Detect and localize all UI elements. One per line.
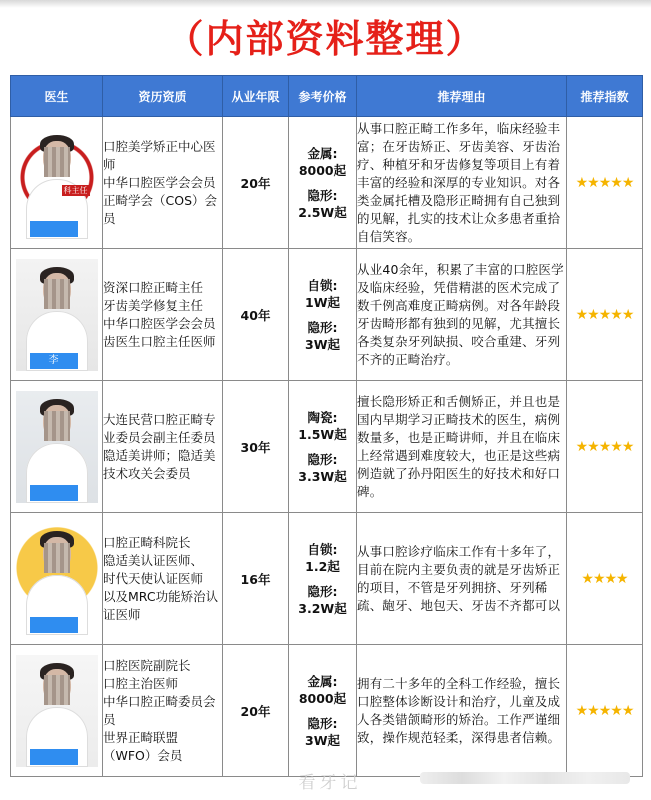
years-cell: 30年 xyxy=(223,381,289,513)
star-rating-icon: ★★★★★ xyxy=(575,438,634,455)
doctor-name xyxy=(30,749,78,765)
credential-line: 以及MRC功能矫治认证医师 xyxy=(103,588,219,622)
doctor-name xyxy=(30,485,78,501)
years-cell: 16年 xyxy=(223,513,289,645)
price-value: 3.3W起 xyxy=(298,468,347,484)
price-value: 8000起 xyxy=(298,162,347,178)
credential-line: 隐适美认证医师、 xyxy=(103,552,204,568)
price-item xyxy=(289,451,356,485)
price-item xyxy=(289,583,356,617)
header-rating: 推荐指数 xyxy=(567,76,643,117)
photo-badge: 科主任 xyxy=(63,185,88,195)
doctor-photo-cell xyxy=(11,645,103,777)
header-reason: 推荐理由 xyxy=(357,76,567,117)
credential-line: 大连民营口腔正畸专业委员会副主任委员 xyxy=(103,411,216,445)
price-cell xyxy=(289,381,357,513)
star-rating-icon: ★★★★★ xyxy=(575,306,634,323)
header-price: 参考价格 xyxy=(289,76,357,117)
credential-line: 中华口腔医学会会员 xyxy=(103,174,216,190)
price-label: 隐形: xyxy=(307,715,338,731)
star-rating-icon: ★★★★ xyxy=(581,570,628,587)
blurred-face xyxy=(44,675,70,705)
page-title: （内部资料整理） xyxy=(165,17,486,61)
price-item xyxy=(289,319,356,353)
price-label: 陶瓷: xyxy=(307,409,338,425)
credential-line: 正畸学会（COS）会员 xyxy=(103,192,218,226)
header-doctor: 医生 xyxy=(11,76,103,117)
price-value: 1.2起 xyxy=(305,558,340,574)
doctor-name xyxy=(30,617,78,633)
price-cell xyxy=(289,513,357,645)
years-cell: 40年 xyxy=(223,249,289,381)
credential-line: 时代天使认证医师 xyxy=(103,570,204,586)
table-header-row xyxy=(11,76,643,117)
price-value: 8000起 xyxy=(298,690,347,706)
rating-cell xyxy=(567,117,643,249)
credential-line: 隐适美讲师；隐适美技术攻关会委员 xyxy=(103,447,216,481)
price-label: 自锁: xyxy=(307,541,338,557)
doctor-photo xyxy=(16,259,98,371)
price-cell xyxy=(289,645,357,777)
doctor-name: 李 xyxy=(30,353,78,369)
rating-cell xyxy=(567,513,643,645)
years-cell: 20年 xyxy=(223,645,289,777)
credential-line: 口腔正畸科院长 xyxy=(103,534,191,550)
star-rating-icon: ★★★★★ xyxy=(575,174,634,191)
price-item xyxy=(289,673,356,707)
reason-cell: 从业40余年，积累了丰富的口腔医学及临床经验，凭借精湛的医术完成了数千例高难度正畸病例。对各年龄段牙齿畸形都有独到的见解，尤其擅长各类复杂牙列缺损、咬合重建、牙列不齐的正畸治疗。 xyxy=(357,249,567,381)
price-label: 金属: xyxy=(307,145,338,161)
blurred-caption xyxy=(420,772,630,784)
rating-cell xyxy=(567,249,643,381)
blurred-face xyxy=(44,543,70,573)
credentials-cell xyxy=(103,249,223,381)
price-item xyxy=(289,187,356,221)
price-value: 3.2W起 xyxy=(298,600,347,616)
doctor-photo xyxy=(16,127,98,239)
header-credentials: 资历资质 xyxy=(103,76,223,117)
reason-cell: 拥有二十多年的全科工作经验，擅长口腔整体诊断设计和治疗，儿童及成人各类错颌畸形的矫治。工作严谨细致，操作规范轻柔，深得患者信赖。 xyxy=(357,645,567,777)
price-value: 1.5W起 xyxy=(298,426,347,442)
price-item xyxy=(289,145,356,179)
doctor-photo xyxy=(16,655,98,767)
table-row xyxy=(11,645,643,777)
credential-line: 口腔主治医师 xyxy=(103,675,179,691)
reason-cell: 擅长隐形矫正和舌侧矫正，并且也是国内早期学习正畸技术的医生，病例数量多，也是正畸讲师，并且在临床上经常遇到难度较大，也正是这些病例造就了孙丹阳医生的好技术和好口碑。 xyxy=(357,381,567,513)
price-value: 3W起 xyxy=(305,732,340,748)
doctor-photo xyxy=(16,523,98,635)
years-cell: 20年 xyxy=(223,117,289,249)
price-value: 2.5W起 xyxy=(298,204,347,220)
doctor-photo xyxy=(16,391,98,503)
star-rating-icon: ★★★★★ xyxy=(575,702,634,719)
table-row xyxy=(11,381,643,513)
top-strip xyxy=(0,0,651,8)
price-value: 3W起 xyxy=(305,336,340,352)
price-value: 1W起 xyxy=(305,294,340,310)
credential-line: 牙齿美学修复主任 xyxy=(103,297,204,313)
table-row xyxy=(11,117,643,249)
reason-cell: 从事口腔诊疗临床工作有十多年了，目前在院内主要负责的就是牙齿矫正的项目，不管是牙列拥挤、牙列稀疏、龅牙、地包天、牙齿不齐都可以 xyxy=(357,513,567,645)
watermark: 看牙记 xyxy=(298,773,362,793)
credential-line: 口腔医院副院长 xyxy=(103,657,191,673)
price-label: 隐形: xyxy=(307,583,338,599)
rating-cell xyxy=(567,645,643,777)
price-label: 隐形: xyxy=(307,451,338,467)
reason-cell: 从事口腔正畸工作多年，临床经验丰富；在牙齿矫正、牙齿美容、牙齿治疗、种植牙和牙齿修复等项目上有着丰富的经验和深厚的专业知识。对各类金属托槽及隐形正畸拥有自己独到的见解，扎实的技术让众多患者重拾自信笑容。 xyxy=(357,117,567,249)
price-item xyxy=(289,541,356,575)
credential-line: 中华口腔正畸委员会员 xyxy=(103,693,216,727)
price-item xyxy=(289,715,356,749)
credentials-cell xyxy=(103,645,223,777)
price-item xyxy=(289,277,356,311)
credential-line: 资深口腔正畸主任 xyxy=(103,279,204,295)
price-label: 金属: xyxy=(307,673,338,689)
doctor-photo-cell xyxy=(11,249,103,381)
credential-line: 齿医生口腔主任医师 xyxy=(103,333,216,349)
price-label: 隐形: xyxy=(307,187,338,203)
credential-line: 世界正畸联盟（WFO）会员 xyxy=(103,729,183,763)
doctor-photo-cell xyxy=(11,381,103,513)
blurred-face xyxy=(44,411,70,441)
rating-cell xyxy=(567,381,643,513)
doctor-name xyxy=(30,221,78,237)
credential-line: 口腔美学矫正中心医师 xyxy=(103,138,216,172)
header-years: 从业年限 xyxy=(223,76,289,117)
table-row xyxy=(11,513,643,645)
credentials-cell xyxy=(103,117,223,249)
credentials-cell xyxy=(103,513,223,645)
price-label: 自锁: xyxy=(307,277,338,293)
doctor-photo-cell xyxy=(11,513,103,645)
doctor-table xyxy=(10,75,643,777)
table-row xyxy=(11,249,643,381)
price-item xyxy=(289,409,356,443)
doctor-photo-cell xyxy=(11,117,103,249)
price-cell xyxy=(289,249,357,381)
price-cell xyxy=(289,117,357,249)
credentials-cell xyxy=(103,381,223,513)
price-label: 隐形: xyxy=(307,319,338,335)
blurred-face xyxy=(44,279,70,309)
credential-line: 中华口腔医学会会员 xyxy=(103,315,216,331)
blurred-face xyxy=(44,147,70,177)
